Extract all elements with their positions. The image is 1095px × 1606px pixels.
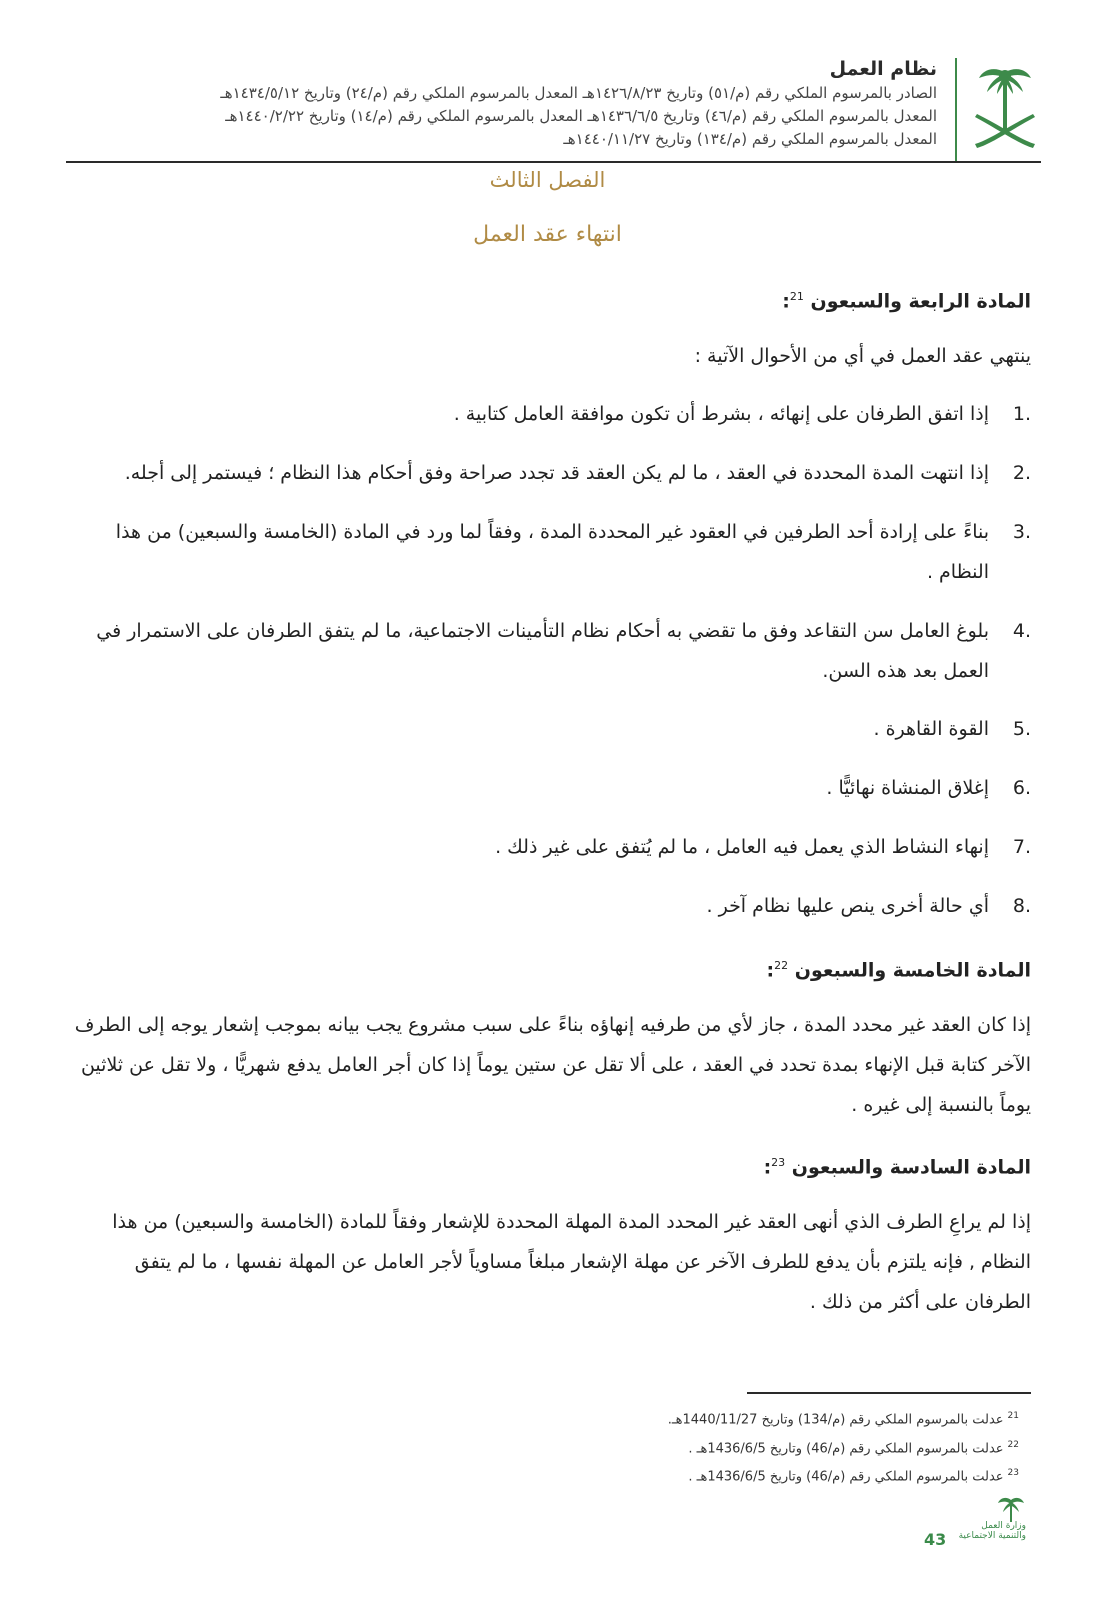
list-item-number: 8. xyxy=(1012,895,1031,917)
ministry-name-line: والتنمية الاجتماعية xyxy=(958,1531,1026,1541)
list-item-number: 2. xyxy=(1012,462,1031,484)
footnote xyxy=(300,1468,1019,1484)
chapter-label: الفصل الثالث xyxy=(489,168,606,192)
list-item-text: إغلاق المنشاة نهائيًّا . xyxy=(826,777,989,799)
article-heading-text: المادة الرابعة والسبعون xyxy=(810,290,1031,313)
footnote-number: 22 xyxy=(1007,1440,1019,1450)
header-line: المعدل بالمرسوم الملكي رقم (م/١٣٤) وتاريخ ١٤٤٠/١١/٢٧هـ xyxy=(563,130,937,148)
list-item xyxy=(66,709,1031,749)
list-item-text: بلوغ العامل سن التقاعد وفق ما تقضي به أحكام نظام التأمينات الاجتماعية، ما لم يتفق الطرفان على الاستمرار في العمل بعد هذه السن. xyxy=(96,620,989,682)
chapter-title: انتهاء عقد العمل xyxy=(473,222,622,247)
list-item xyxy=(66,453,1031,493)
footnote-ref[interactable]: 22 xyxy=(774,959,789,972)
list-item-number: 3. xyxy=(1012,521,1031,543)
article-74-intro: ينتهي عقد العمل في أي من الأحوال الآتية : xyxy=(694,345,1031,367)
article-heading-text: المادة السادسة والسبعون xyxy=(791,1156,1031,1179)
list-item xyxy=(66,394,1031,434)
footnote-number: 23 xyxy=(1007,1468,1019,1478)
list-item-number: 5. xyxy=(1012,718,1031,740)
footnote-number: 21 xyxy=(1007,1411,1019,1421)
list-item-number: 1. xyxy=(1012,403,1031,425)
list-item-number: 7. xyxy=(1012,836,1031,858)
header-text xyxy=(66,56,937,151)
list-item xyxy=(66,512,1031,592)
list-item xyxy=(66,827,1031,867)
footnote-text: عدلت بالمرسوم الملكي رقم (م/134) وتاريخ 1440/11/27هـ. xyxy=(667,1412,1004,1428)
header-line: الصادر بالمرسوم الملكي رقم (م/٥١) وتاريخ ١٤٢٦/٨/٢٣هـ المعدل بالمرسوم الملكي رقم (م/٢٤) وتاريخ ١٤٣٤/٥/١٢هـ xyxy=(220,84,937,102)
page-header xyxy=(66,52,1041,164)
footnote-text: عدلت بالمرسوم الملكي رقم (م/46) وتاريخ 1436/6/5هـ . xyxy=(688,1441,1004,1457)
document-title: نظام العمل xyxy=(829,58,937,80)
header-rule xyxy=(66,161,1041,163)
list-item-text: إذا انتهت المدة المحددة في العقد ، ما لم يكن العقد قد تجدد صراحة وفق أحكام هذا النظام ؛ فيستمر إلى أجله. xyxy=(124,462,989,484)
list-item xyxy=(66,886,1031,926)
list-item xyxy=(66,611,1031,691)
article-heading-text: المادة الخامسة والسبعون xyxy=(794,959,1031,982)
list-item-text: إذا اتفق الطرفان على إنهائه ، بشرط أن تكون موافقة العامل كتابية . xyxy=(453,403,989,425)
ministry-name-line: وزارة العمل xyxy=(981,1521,1026,1531)
footnote-ref[interactable]: 21 xyxy=(789,290,804,303)
list-item-text: أي حالة أخرى ينص عليها نظام آخر . xyxy=(706,895,989,917)
list-item-text: إنهاء النشاط الذي يعمل فيه العامل ، ما لم يُتفق على غير ذلك . xyxy=(495,836,989,858)
footnote-rule xyxy=(747,1392,1031,1394)
article-76-heading: المادة السادسة والسبعون $^{23}$: xyxy=(763,1156,1031,1179)
list-item-number: 4. xyxy=(1012,620,1031,642)
footnote-ref[interactable]: 23 xyxy=(771,1156,786,1169)
footnote xyxy=(300,1411,1019,1427)
ministry-name xyxy=(956,1521,1026,1541)
page-number: 43 xyxy=(924,1530,947,1549)
header-line: المعدل بالمرسوم الملكي رقم (م/٤٦) وتاريخ ١٤٣٦/٦/٥هـ المعدل بالمرسوم الملكي رقم (م/١٤) وتاريخ ١٤٤٠/٢/٢٢هـ xyxy=(225,107,937,125)
list-item-number: 6. xyxy=(1012,777,1031,799)
list-item xyxy=(66,768,1031,808)
article-76-text: إذا لم يراعِ الطرف الذي أنهى العقد غير المحدد المدة المهلة المحددة للإشعار وفقاً للمادة (الخامسة والسبعين) من هذا النظام , فإنه يلتزم بأن يدفع للطرف الآخر عن مهلة الإشعار مبلغاً مساوياً لأجر العامل عن المهلة نفسها ، ما لم يتفق الطرفان على أكثر من ذلك . xyxy=(112,1211,1031,1313)
footnote-text: عدلت بالمرسوم الملكي رقم (م/46) وتاريخ 1436/6/5هـ . xyxy=(688,1469,1004,1485)
footnote xyxy=(300,1440,1019,1456)
ministry-logo-icon xyxy=(996,1496,1026,1522)
list-item-text: بناءً على إرادة أحد الطرفين في العقود غير المحددة المدة ، وفقاً لما ورد في المادة (الخامسة والسبعين) من هذا النظام . xyxy=(115,521,989,583)
article-75-heading: المادة الخامسة والسبعون $^{22}$: xyxy=(766,959,1031,982)
article-74-heading: المادة الرابعة والسبعون $^{21}$: xyxy=(782,290,1031,313)
article-75-text: إذا كان العقد غير محدد المدة ، جاز لأي من طرفيه إنهاؤه بناءً على سبب مشروع يجب بيانه بموجب إشعار يوجه إلى الطرف الآخر كتابة قبل الإنهاء بمدة تحدد في العقد ، على ألا تقل عن ستين يوماً إذا كان أجر العامل يدفع شهريًّا ، ولا تقل عن ثلاثين يوماً بالنسبة إلى غيره . xyxy=(74,1014,1031,1116)
header-divider xyxy=(955,58,957,162)
saudi-emblem-icon xyxy=(969,62,1041,152)
list-item-text: القوة القاهرة . xyxy=(873,718,989,740)
